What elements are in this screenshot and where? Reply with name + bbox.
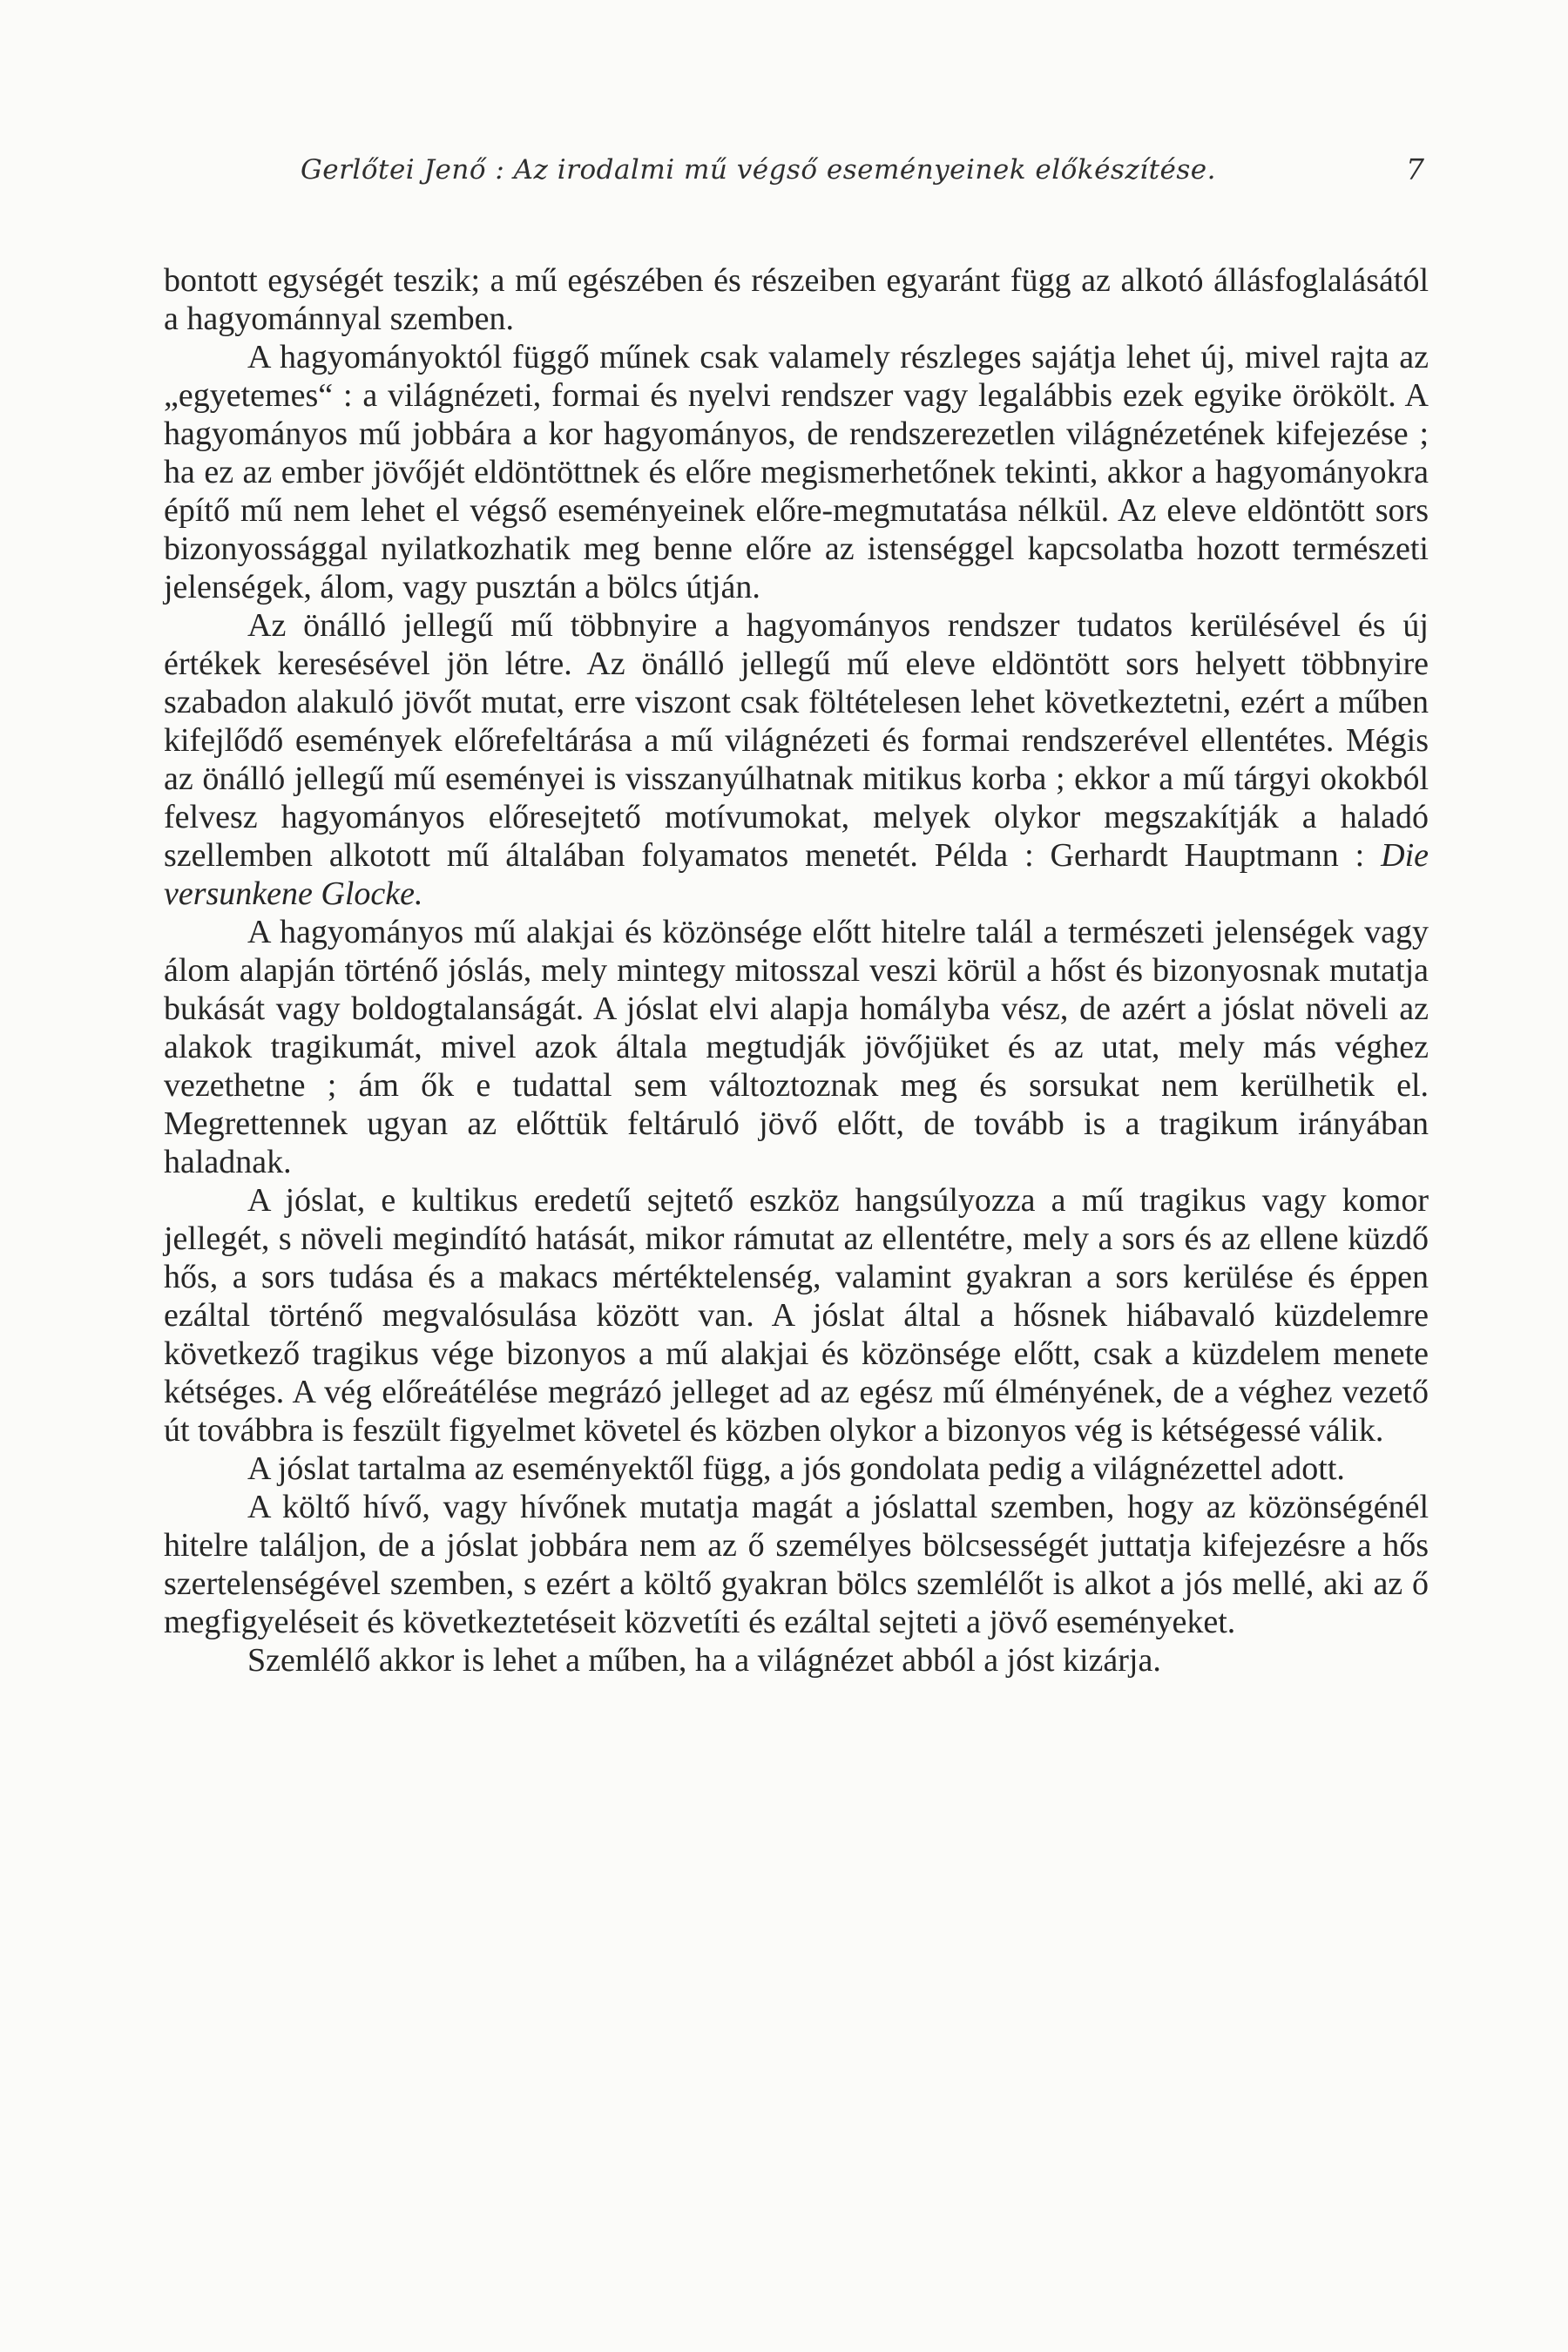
paragraph-6: A jóslat tartalma az eseményektől függ, a jós gondolata pedig a világnézettel adott. [247,1450,1345,1487]
paragraph-3-text: Az önálló jellegű mű többnyire a hagyományos rendszer tudatos kerülésével és új értékek keresésével jön létre. Az önálló jellegű mű eleve eldöntött sors helyett többnyire szabadon alakuló jövőt mutat, erre viszont csak föltételesen lehet következtetni, ezért a műben kifejlődő események előrefeltárása a mű világnézeti és formai rendszerével ellentétes. Mégis az önálló jellegű mű eseményei is visszanyúlhatnak mitikus korba ; ekkor a mű tárgyi okokból felvesz hagyományos előresejtető motívumokat, melyek olykor megszakítják a haladó szellemben alkotott mű általában folyamatos menetét. Példa : Gerhardt Hauptmann : [164,607,1429,874]
paragraph-8: Szemlélő akkor is lehet a műben, ha a világnézet abból a jóst kizárja. [247,1642,1161,1679]
running-head: Gerlőtei Jenő : Az irodalmi mű végső eseményeinek előkészítése. [301,154,1217,186]
paragraph-1: bontott egységét teszik; a mű egészében és részeiben egyaránt függ az alkotó állásfoglalásától a hagyománnyal szemben. [164,262,1429,337]
paragraph-3 [164,606,1429,913]
paragraph-7: A költő hívő, vagy hívőnek mutatja magát a jóslattal szemben, hogy az közönségénél hitelre találjon, de a jóslat jobbára nem az ő személyes bölcsességét juttatja kifejezésre a hős szertelenségével szemben, s ezért a költő gyakran bölcs szemlélőt is alkot a jós mellé, aki az ő megfigyeléseit és következtetéseit közvetíti és ezáltal sejteti a jövő eseményeket. [164,1489,1429,1640]
page-header [301,144,1424,196]
paragraph-2: A hagyományoktól függő műnek csak valamely részleges sajátja lehet új, mivel rajta az „egyetemes“ : a világnézeti, formai és nyelvi rendszer vagy legalábbis ezek egyike örökölt. A hagyományos mű jobbára a kor hagyományos, de rendszerezetlen világnézetének kifejezése ; ha ez az ember jövőjét eldöntöttnek és előre megismerhetőnek tekinti, akkor a hagyományokra építő mű nem lehet el végső eseményeinek előre-megmutatása nélkül. Az eleve eldöntött sors bizonyossággal nyilatkozhatik meg benne előre az istenséggel kapcsolatba hozott természeti jelenségek, álom, vagy pusztán a bölcs útján. [164,339,1429,605]
page-number: 7 [1406,152,1424,186]
body-text [164,261,1429,2160]
paragraph-5: A jóslat, e kultikus eredetű sejtető eszköz hangsúlyozza a mű tragikus vagy komor jellegét, s növeli megindító hatását, mikor rámutat az ellentétre, mely a sors és az ellene küzdő hős, a sors tudása és a makacs mértéktelenség, valamint gyakran a sors kerülése és éppen ezáltal történő megvalósulása között van. A jóslat által a hősnek hiábavaló küzdelemre következő tragikus vége bizonyos a mű alakjai és közönsége előtt, csak a küzdelem menete kétséges. A vég előreátélése megrázó jelleget ad az egész mű élményének, de a véghez vezető út továbbra is feszült figyelmet követel és közben olykor a bizonyos vég is kétségessé válik. [164,1182,1429,1449]
work-title: Die versunkene Glocke. [164,837,1429,912]
paragraph-4: A hagyományos mű alakjai és közönsége előtt hitelre talál a természeti jelenségek vagy álom alapján történő jóslás, mely mintegy mitosszal veszi körül a hőst és bizonyosnak mutatja bukását vagy boldogtalanságát. A jóslat elvi alapja homályba vész, de azért a jóslat növeli az alakok tragikumát, mivel azok általa megtudják jövőjüket és az utat, mely más véghez vezethetne ; ám ők e tudattal sem változtoznak meg és sorsukat nem kerülhetik el. Megrettennek ugyan az előttük feltáruló jövő előtt, de tovább is a tragikum irányában haladnak. [164,914,1429,1180]
